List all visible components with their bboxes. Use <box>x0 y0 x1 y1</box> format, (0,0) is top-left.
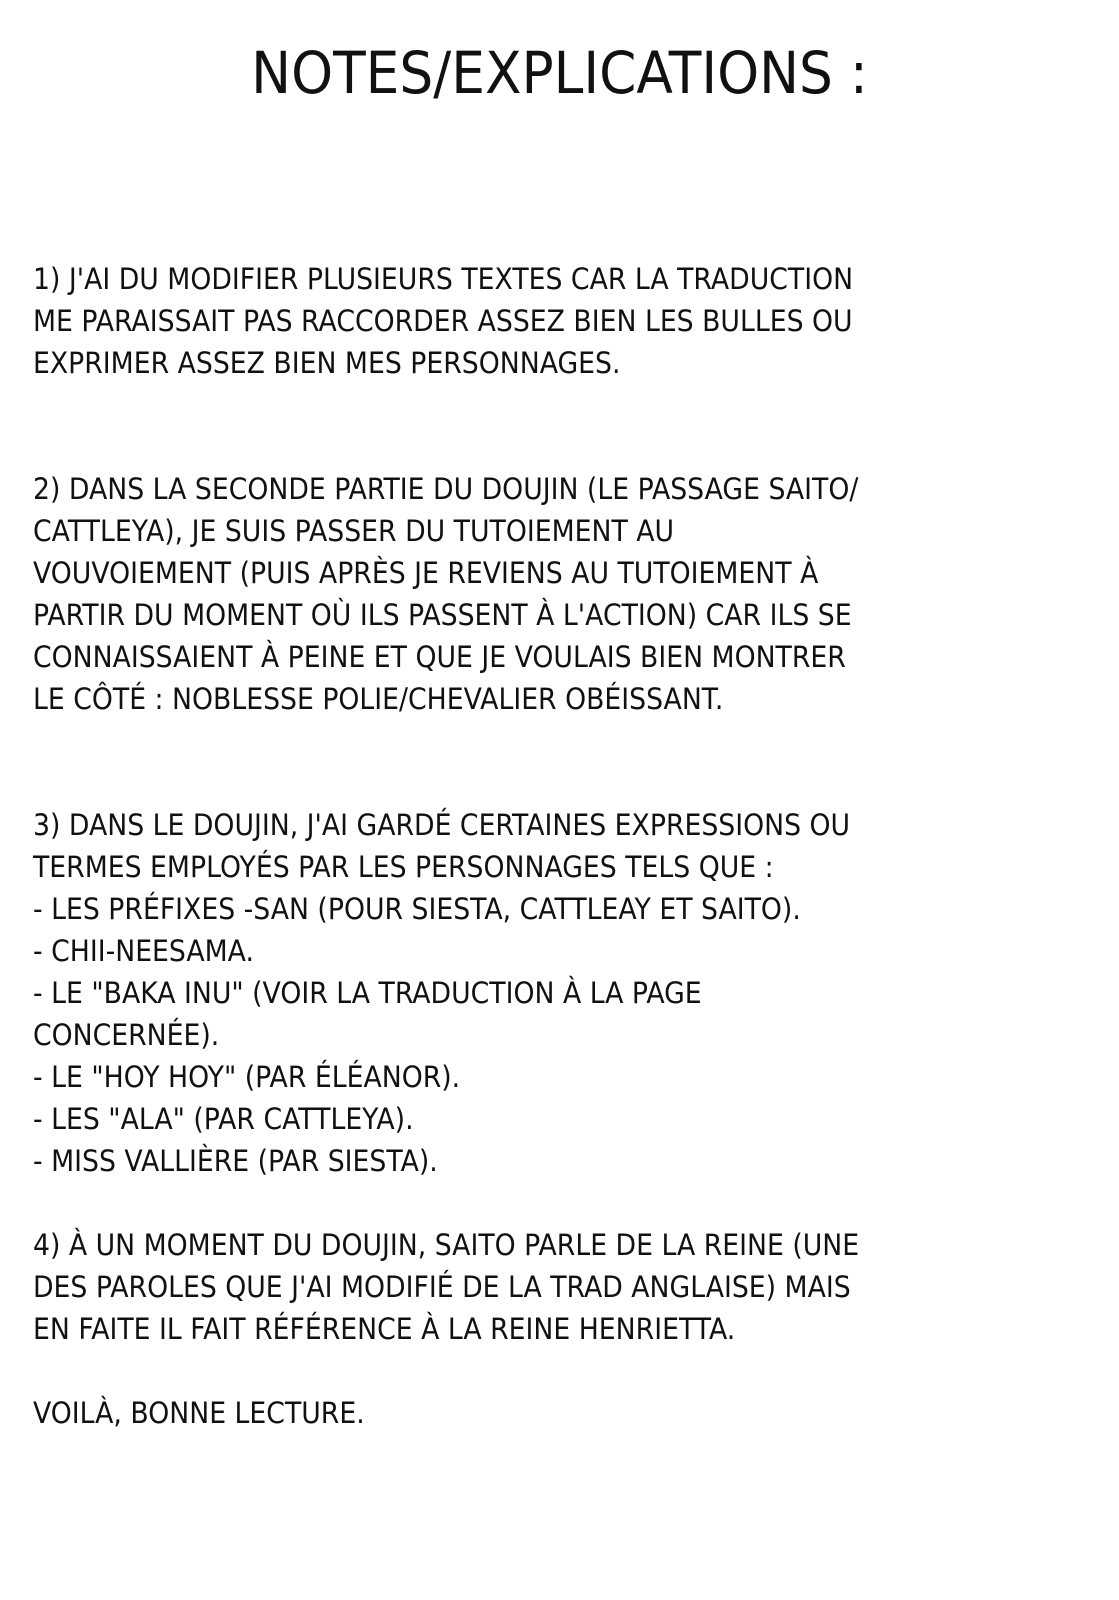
note-2: 2) DANS LA SECONDE PARTIE DU DOUJIN (LE PASSAGE SAITO/ CATTLEYA), JE SUIS PASSER DU TUTOIEMENT AU VOUVOIEMENT (PUIS APRÈS JE REVIENS AU TUTOIEMENT À PARTIR DU MOMENT OÙ ILS PASSENT À L'ACTION) CAR ILS SE CONNAISSAIENT À PEINE ET QUE JE VOULAIS BIEN MONTRER LE CÔTÉ : NOBLESSE POLIE/CHEVALIER OBÉISSANT. <box>33 472 859 716</box>
page-title: NOTES/EXPLICATIONS : <box>251 39 868 107</box>
note-1: 1) J'AI DU MODIFIER PLUSIEURS TEXTES CAR LA TRADUCTION ME PARAISSAIT PAS RACCORDER ASSEZ BIEN LES BULLES OU EXPRIMER ASSEZ BIEN MES PERSONNAGES. <box>33 262 854 380</box>
notes-list <box>33 258 1083 1434</box>
note-3: 3) DANS LE DOUJIN, J'AI GARDÉ CERTAINES EXPRESSIONS OU TERMES EMPLOYÉS PAR LES PERSONNAGES TELS QUE : - LES PRÉFIXES -SAN (POUR SIESTA, CATTLEAY ET SAITO). - CHII-NEESAMA. - LE "BAKA INU" (VOIR LA TRADUCTION À LA PAGE CONCERNÉE). - LE "HOY HOY" (PAR ÉLÉANOR). - LES "ALA" (PAR CATTLEYA). - MISS VALLIÈRE (PAR SIESTA). <box>33 808 851 1178</box>
closing-note: VOILÀ, BONNE LECTURE. <box>33 1396 365 1430</box>
note-4: 4) À UN MOMENT DU DOUJIN, SAITO PARLE DE LA REINE (UNE DES PAROLES QUE J'AI MODIFIÉ DE LA TRAD ANGLAISE) MAIS EN FAITE IL FAIT RÉFÉRENCE À LA REINE HENRIETTA. <box>33 1228 860 1346</box>
